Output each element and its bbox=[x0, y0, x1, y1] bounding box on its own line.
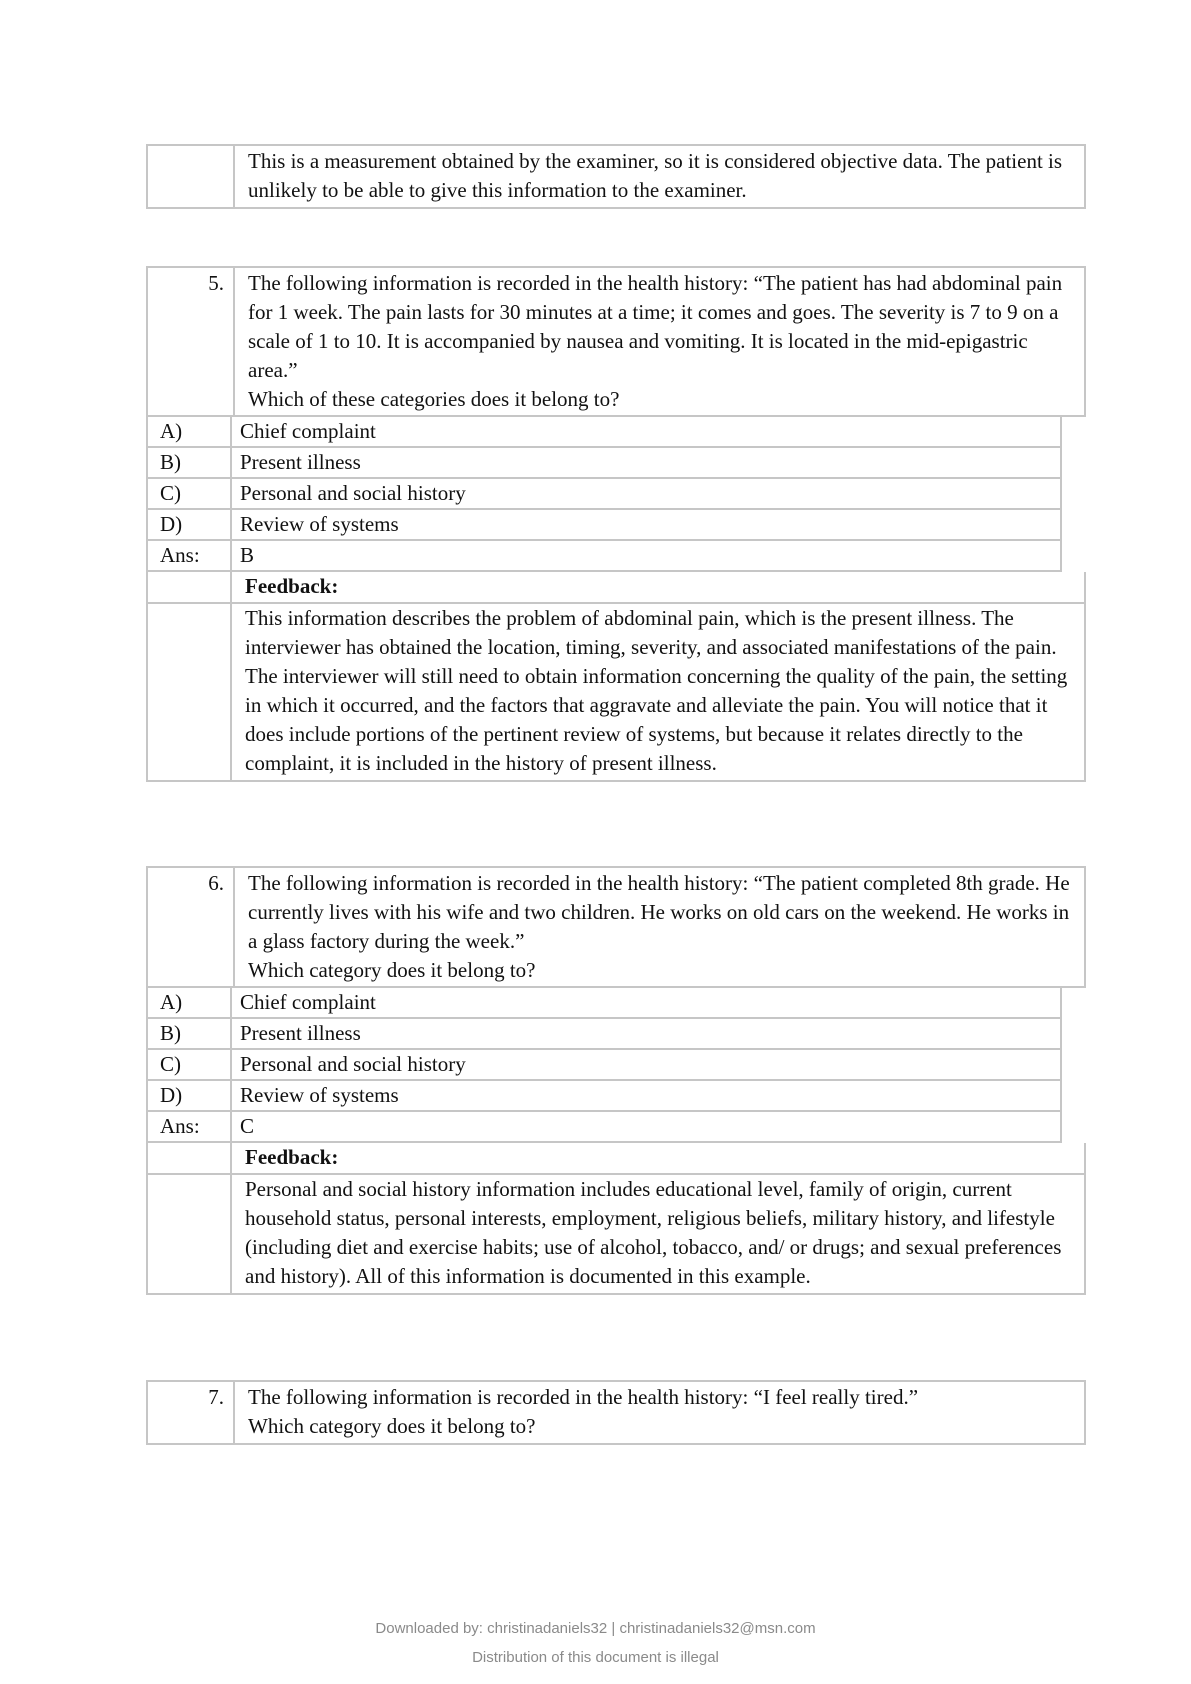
option-label: A) bbox=[148, 417, 232, 446]
feedback-label: Feedback: bbox=[245, 1145, 339, 1169]
option-label: C) bbox=[148, 479, 232, 508]
option-text: Chief complaint bbox=[240, 990, 376, 1014]
feedback-header-row bbox=[146, 1143, 1086, 1175]
question-stem: The following information is recorded in the health history: “I feel really tired.” bbox=[248, 1385, 919, 1409]
option-text: Personal and social history bbox=[240, 1052, 466, 1076]
previous-feedback-row bbox=[146, 144, 1086, 209]
option-text: Chief complaint bbox=[240, 419, 376, 443]
question-stem: The following information is recorded in the health history: “The patient completed 8th grade. He currently lives with his wife and two children. He works on old cars on the weekend. He works in a glass factory during the week.” bbox=[248, 871, 1070, 953]
option-row-b bbox=[146, 1019, 1062, 1050]
question-prompt: Which category does it belong to? bbox=[248, 958, 536, 982]
option-text: Personal and social history bbox=[240, 481, 466, 505]
question-number: 5. bbox=[148, 268, 235, 415]
question-prompt: Which of these categories does it belong to? bbox=[248, 387, 620, 411]
option-label: D) bbox=[148, 1081, 232, 1110]
question-stem-cell bbox=[235, 1382, 1084, 1443]
answer-label: Ans: bbox=[148, 1112, 232, 1141]
question-stem-row bbox=[146, 1380, 1086, 1445]
answer-row bbox=[146, 1112, 1062, 1143]
answer-row bbox=[146, 541, 1062, 572]
answer-label: Ans: bbox=[148, 541, 232, 570]
option-row-b bbox=[146, 448, 1062, 479]
option-text: Present illness bbox=[240, 1021, 361, 1045]
option-label: C) bbox=[148, 1050, 232, 1079]
option-label: A) bbox=[148, 988, 232, 1017]
answer-value: B bbox=[240, 543, 255, 567]
question-number: 6. bbox=[148, 868, 235, 986]
feedback-body-row bbox=[146, 1175, 1086, 1295]
feedback-label: Feedback: bbox=[245, 574, 339, 598]
empty-cell bbox=[148, 1143, 232, 1173]
option-label: B) bbox=[148, 448, 232, 477]
feedback-body-row bbox=[146, 604, 1086, 782]
previous-feedback-text: This is a measurement obtained by the examiner, so it is considered objective data. The patient is unlikely to be able to give this information to the examiner. bbox=[248, 149, 1063, 202]
question-stem-cell bbox=[235, 868, 1084, 986]
distribution-notice: Distribution of this document is illegal bbox=[472, 1649, 719, 1666]
question-stem-row bbox=[146, 866, 1086, 988]
option-label: B) bbox=[148, 1019, 232, 1048]
option-text: Review of systems bbox=[240, 1083, 399, 1107]
option-label: D) bbox=[148, 510, 232, 539]
option-row-d bbox=[146, 1081, 1062, 1112]
feedback-text: Personal and social history information includes educational level, family of origin, current household status, personal interests, employment, religious beliefs, military history, and lifestyle (including diet and exercise habits; use of alcohol, tobacco, and/ or drugs; and sexual preferences and history). All of this information is documented in this example. bbox=[245, 1177, 1062, 1288]
option-row-d bbox=[146, 510, 1062, 541]
download-notice: Downloaded by: christinadaniels32 | christinadaniels32@msn.com bbox=[375, 1620, 816, 1637]
question-stem: The following information is recorded in the health history: “The patient has had abdominal pain for 1 week. The pain lasts for 30 minutes at a time; it comes and goes. The severity is 7 to 9 on a scale of 1 to 10. It is accompanied by nausea and vomiting. It is located in the mid-epigastric area.” bbox=[248, 271, 1063, 382]
empty-cell bbox=[148, 572, 232, 602]
feedback-text: This information describes the problem of abdominal pain, which is the present illness. The interviewer has obtained the location, timing, severity, and associated manifestations of the pain. The interviewer will still need to obtain information concerning the quality of the pain, the setting in which it occurred, and the factors that aggravate and alleviate the pain. You will notice that it does include portions of the pertinent review of systems, but because it relates directly to the complaint, it is included in the history of present illness. bbox=[245, 606, 1068, 775]
option-row-a bbox=[146, 417, 1062, 448]
question-6-block bbox=[146, 866, 1086, 1295]
question-7-block bbox=[146, 1380, 1086, 1445]
empty-number-cell bbox=[148, 146, 235, 207]
option-row-c bbox=[146, 479, 1062, 510]
option-text: Present illness bbox=[240, 450, 361, 474]
empty-cell bbox=[148, 604, 232, 780]
question-number: 7. bbox=[148, 1382, 235, 1443]
question-stem-row bbox=[146, 266, 1086, 417]
option-text: Review of systems bbox=[240, 512, 399, 536]
question-prompt: Which category does it belong to? bbox=[248, 1414, 536, 1438]
option-row-a bbox=[146, 988, 1062, 1019]
question-5-block bbox=[146, 266, 1086, 782]
feedback-header-row bbox=[146, 572, 1086, 604]
option-row-c bbox=[146, 1050, 1062, 1081]
answer-value: C bbox=[240, 1114, 255, 1138]
empty-cell bbox=[148, 1175, 232, 1293]
previous-feedback-block bbox=[146, 144, 1086, 209]
question-stem-cell bbox=[235, 268, 1084, 415]
